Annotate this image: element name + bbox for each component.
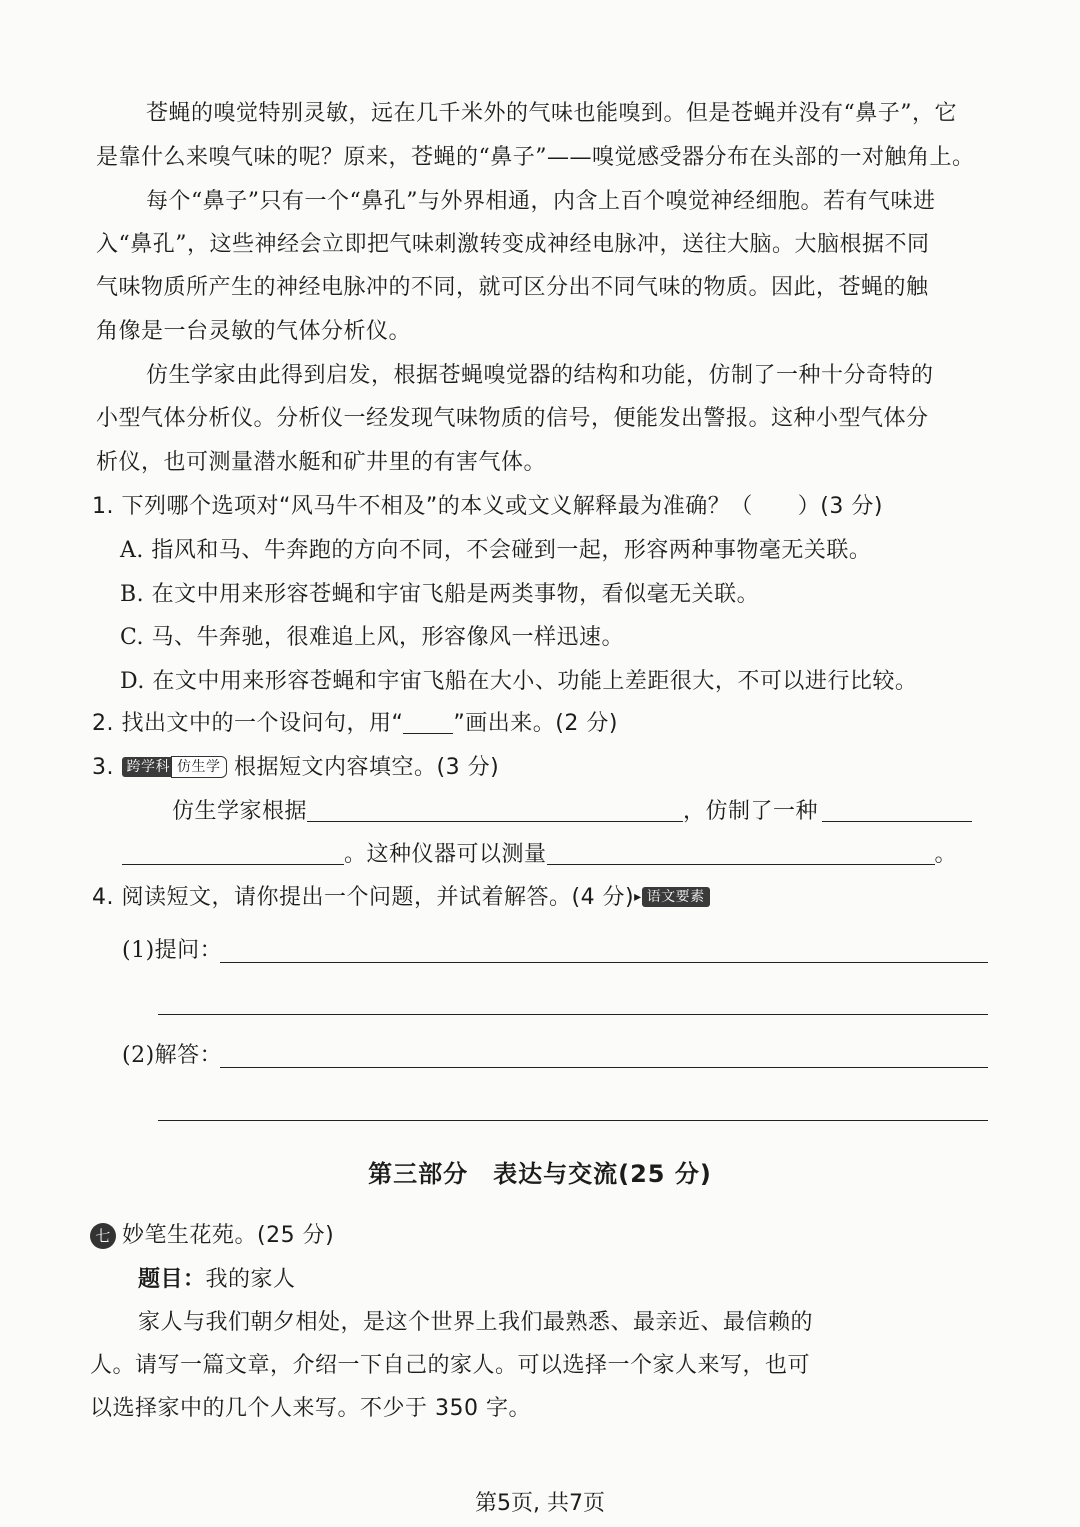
fill-text: ，仿制了一种 bbox=[683, 799, 819, 824]
fill-text: 。这种仪器可以测量 bbox=[344, 842, 547, 867]
essay-topic bbox=[138, 1265, 296, 1295]
question-4-answer-label: (2)解答： bbox=[122, 1043, 223, 1068]
passage-line: 苍蝇的嗅觉特别灵敏，远在几千米外的气味也能嗅到。但是苍蝇并没有“鼻子”，它 bbox=[146, 101, 957, 126]
question-1-option-c: C. 马、牛奔驰，很难追上风，形容像风一样迅速。 bbox=[120, 625, 625, 650]
essay-prompt-line: 以选择家中的几个人来写。不少于 350 字。 bbox=[90, 1396, 531, 1421]
question-3-fill-line-2 bbox=[122, 840, 957, 870]
question-4-ask-label: (1)提问： bbox=[122, 938, 223, 963]
passage-line: 角像是一台灵敏的气体分析仪。 bbox=[96, 319, 412, 344]
question-4 bbox=[92, 882, 710, 913]
answer-line[interactable] bbox=[158, 1120, 988, 1121]
question-2-underline-sample bbox=[403, 711, 453, 734]
essay-topic-label: 题目： bbox=[138, 1267, 206, 1292]
question-1-option-a: A. 指风和马、牛奔跑的方向不同，不会碰到一起，形容两种事物毫无关联。 bbox=[120, 538, 872, 563]
essay-prompt-line: 家人与我们朝夕相处，是这个世界上我们最熟悉、最亲近、最信赖的 bbox=[138, 1310, 814, 1335]
answer-line[interactable] bbox=[220, 1067, 988, 1068]
passage-line: 入“鼻孔”，这些神经会立即把气味刺激转变成神经电脉冲，送往大脑。大脑根据不同 bbox=[96, 232, 930, 257]
question-3-number: 3. bbox=[92, 755, 114, 780]
fill-blank-3[interactable] bbox=[122, 842, 344, 865]
question-4-stem: 4. 阅读短文，请你提出一个问题，并试着解答。(4 分) bbox=[92, 885, 635, 910]
question-3 bbox=[92, 753, 499, 783]
question-1-option-b: B. 在文中用来形容苍蝇和宇宙飞船是两类事物，看似毫无关联。 bbox=[120, 582, 760, 607]
language-element-badge: 语文要素 bbox=[642, 887, 710, 907]
fill-text: 。 bbox=[934, 842, 958, 867]
question-7-number-icon: 七 bbox=[90, 1223, 116, 1249]
question-7 bbox=[90, 1221, 334, 1251]
bionics-badge: 仿生学 bbox=[171, 756, 227, 778]
passage-line: 析仪，也可测量潜水艇和矿井里的有害气体。 bbox=[96, 450, 547, 475]
question-1-option-d: D. 在文中用来形容苍蝇和宇宙飞船在大小、功能上差距很大，不可以进行比较。 bbox=[120, 669, 918, 694]
page-number: 第5页, 共7页 bbox=[475, 1491, 605, 1516]
passage-line: 每个“鼻子”只有一个“鼻孔”与外界相通，内含上百个嗅觉神经细胞。若有气味进 bbox=[146, 189, 936, 214]
fill-text: 仿生学家根据 bbox=[172, 799, 308, 824]
answer-line[interactable] bbox=[220, 962, 988, 963]
essay-topic-value: 我的家人 bbox=[205, 1267, 296, 1292]
passage-line: 仿生学家由此得到启发，根据苍蝇嗅觉器的结构和功能，仿制了一种十分奇特的 bbox=[146, 363, 934, 388]
answer-line[interactable] bbox=[158, 1014, 988, 1015]
question-1-stem: 1. 下列哪个选项对“风马牛不相及”的本义或文义解释最为准确？（ ）(3 分) bbox=[92, 494, 883, 519]
part-3-title: 第三部分 表达与交流(25 分) bbox=[368, 1160, 712, 1188]
arrow-icon: ▸ bbox=[634, 889, 642, 905]
fill-blank-4[interactable] bbox=[547, 842, 935, 865]
fill-blank-1[interactable] bbox=[307, 799, 683, 822]
question-2-text-after: ”画出来。(2 分) bbox=[453, 711, 618, 736]
passage-line: 是靠什么来嗅气味的呢？原来，苍蝇的“鼻子”——嗅觉感受器分布在头部的一对触角上。 bbox=[96, 145, 975, 170]
passage-line: 小型气体分析仪。分析仪一经发现气味物质的信号，便能发出警报。这种小型气体分 bbox=[96, 406, 929, 431]
question-3-stem: 根据短文内容填空。(3 分) bbox=[234, 755, 500, 780]
fill-blank-2[interactable] bbox=[822, 799, 972, 822]
passage-line: 气味物质所产生的神经电脉冲的不同，就可区分出不同气味的物质。因此，苍蝇的触 bbox=[96, 275, 929, 300]
cross-subject-badge: 跨学科 bbox=[122, 757, 176, 777]
essay-prompt-line: 人。请写一篇文章，介绍一下自己的家人。可以选择一个家人来写，也可 bbox=[90, 1353, 811, 1378]
question-3-fill-line-1 bbox=[172, 797, 972, 827]
question-2-text-before: 2. 找出文中的一个设问句，用“ bbox=[92, 711, 404, 736]
question-7-title: 妙笔生花苑。(25 分) bbox=[122, 1223, 335, 1248]
question-2 bbox=[92, 709, 618, 739]
